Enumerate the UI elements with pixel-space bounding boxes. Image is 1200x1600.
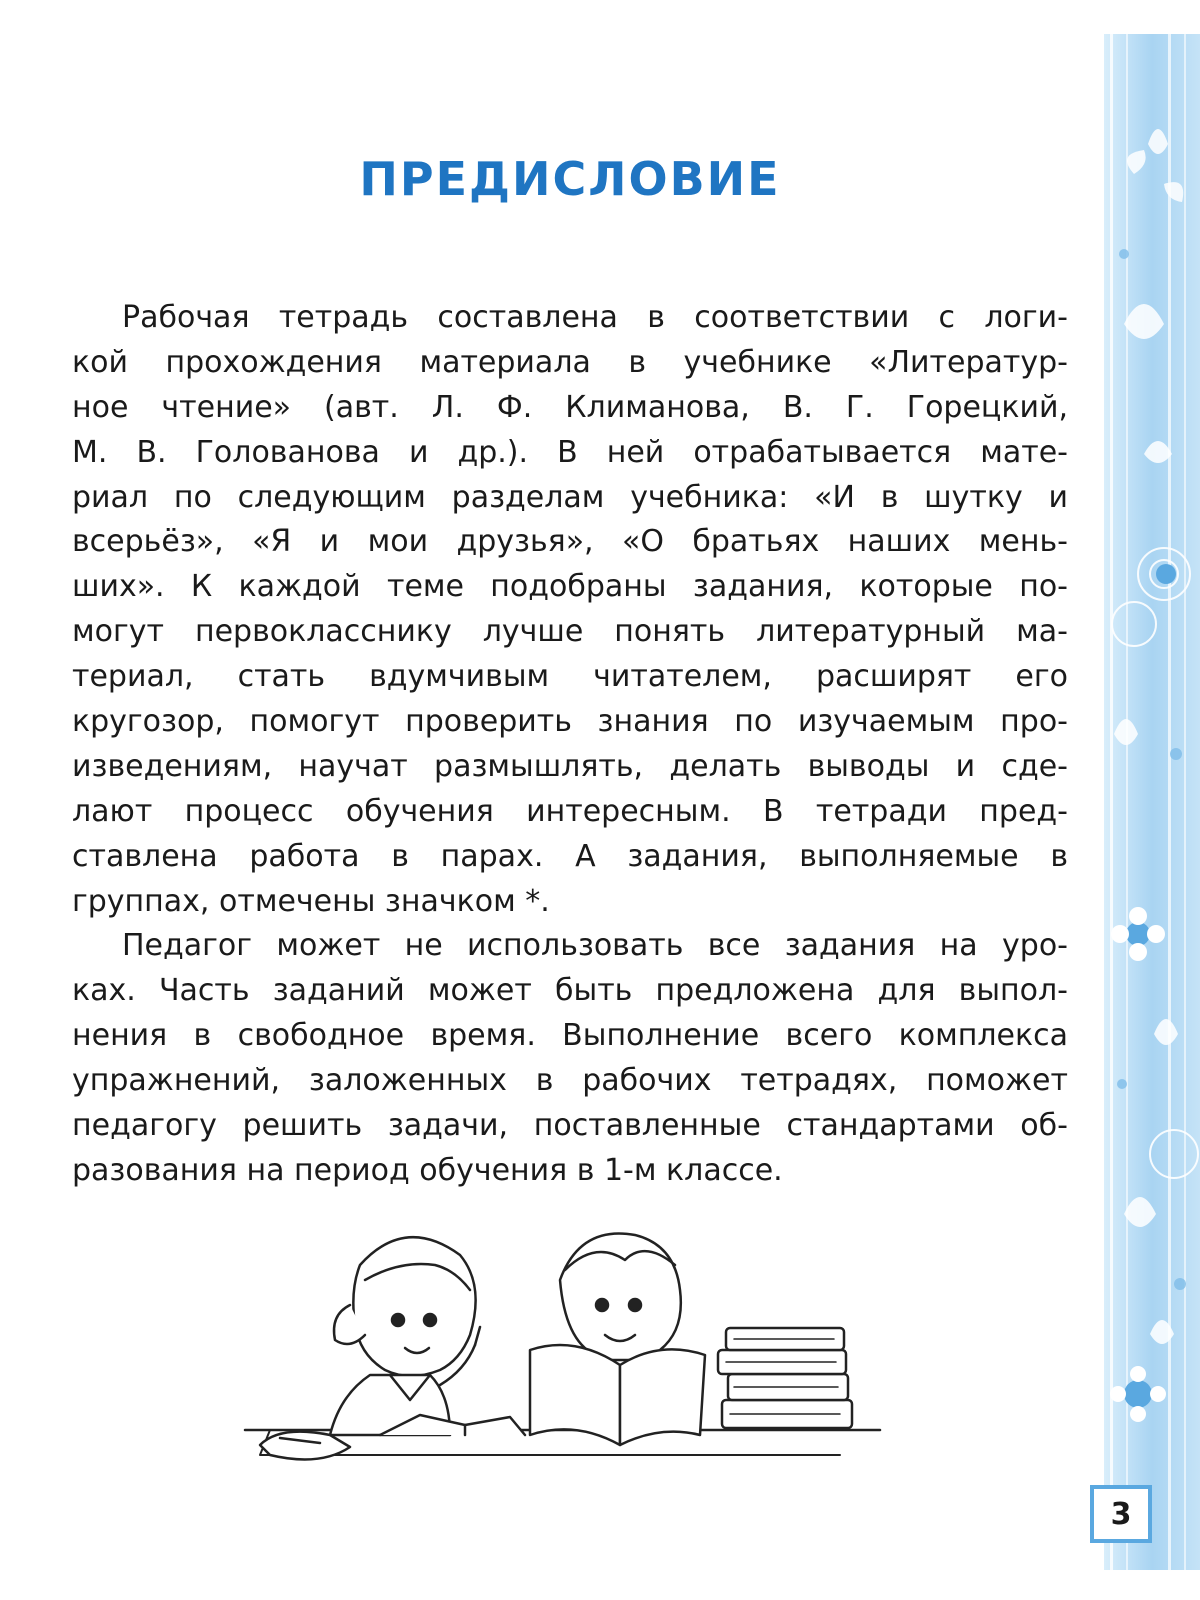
text-line: ставлена работа в парах. А задания, выполняемые в [72,838,1068,874]
text-line: М. В. Голованова и др.). В ней отрабатывается мате- [72,434,1068,470]
text-line: изведениям, научат размышлять, делать выводы и сде- [72,748,1068,784]
text-line: ших». К каждой теме подобраны задания, которые по- [72,569,1068,605]
paragraph-2 [72,924,1068,1193]
page-number: 3 [1090,1485,1152,1543]
text-line: кругозор, помогут проверить знания по изучаемым про- [72,704,1068,740]
text-line: всерьёз», «Я и мои друзья», «О братьях наших мень- [72,524,1068,560]
text-line: Педагог может не использовать все задания на уро- [122,928,1068,964]
children-reading-illustration [240,1210,890,1510]
page-title: ПРЕДИСЛОВИЕ [359,152,781,206]
text-line: лают процесс обучения интересным. В тетради пред- [72,793,1068,829]
text-line: кой прохождения материала в учебнике «Литератур- [72,344,1068,380]
text-line: ках. Часть заданий может быть предложена для выпол- [72,973,1068,1009]
text-line: Рабочая тетрадь составлена в соответствии с логи- [122,300,1068,335]
text-line: педагогу решить задачи, поставленные стандартами об- [72,1108,1068,1144]
text-line: нения в свободное время. Выполнение всего комплекса [72,1018,1068,1054]
text-line: ное чтение» (авт. Л. Ф. Климанова, В. Г. Горецкий, [72,389,1068,425]
body-text [72,296,1068,1194]
paragraph-1 [72,296,1068,924]
text-line: териал, стать вдумчивым читателем, расширят его [72,659,1068,695]
text-line: риал по следующим разделам учебника: «И в шутку и [72,479,1068,515]
text-line: могут первокласснику лучше понять литературный ма- [72,614,1068,650]
girl-figure [330,1237,480,1435]
book-stack-icon [718,1328,852,1428]
text-line: разования на период обучения в 1-м классе. [72,1152,783,1188]
text-line: упражнений, заложенных в рабочих тетрадях, поможет [72,1063,1068,1099]
text-line: группах, отмечены значком *. [72,883,550,919]
floral-side-strip [1104,34,1200,1570]
